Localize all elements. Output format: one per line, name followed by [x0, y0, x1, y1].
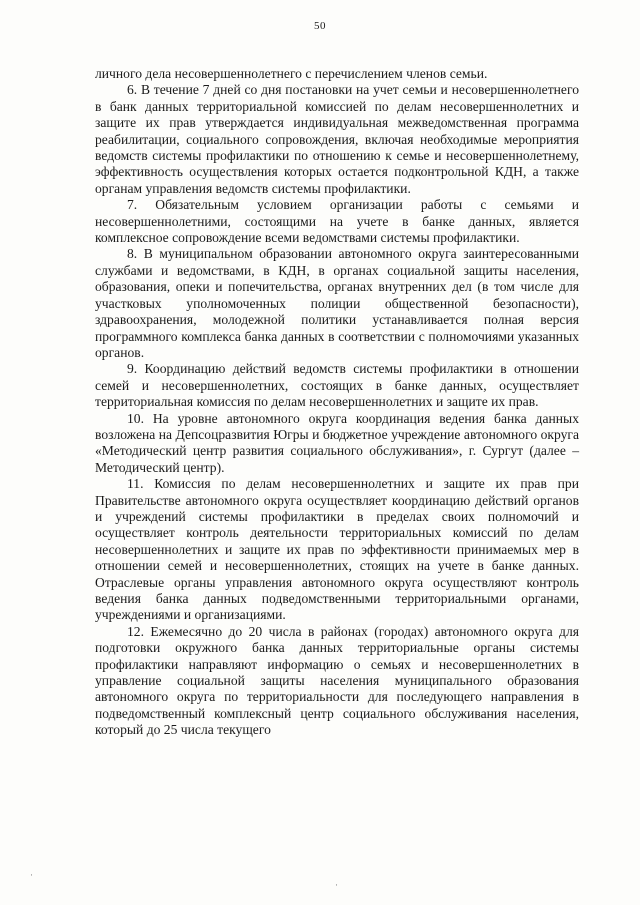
paragraph-item-12: 12. Ежемесячно до 20 числа в районах (городах) автономного округа для подготовки окружного банка данных территориальные органы системы профилактики направляют информацию о семьях и несовершеннолетних в управление социальной защиты населения муниципального образования автономного округа по территориальности для последующего направления в подведомственный комплексный центр социального обслуживания населения, который до 25 числа текущего [95, 623, 579, 738]
document-body [95, 66, 579, 739]
scan-speck: · [335, 880, 338, 890]
paragraph-continuation: личного дела несовершеннолетнего с перечислением членов семьи. [95, 66, 488, 81]
scan-speck: · [30, 870, 33, 880]
paragraph-item-10: 10. На уровне автономного округа координация ведения банка данных возложена на Депсоцразвития Югры и бюджетное учреждение автономного округа «Методический центр развития социального обслуживания», г. Сургут (далее – Методический центр). [95, 410, 579, 475]
paragraph-item-11: 11. Комиссия по делам несовершеннолетних и защите их прав при Правительстве автономного округа осуществляет координацию действий органов и учреждений системы профилактики в пределах своих полномочий и осуществляет контроль деятельности территориальных комиссий по делам несовершеннолетних и защите их прав по эффективности принимаемых мер в отношении семей и несовершеннолетних, стоящих на учете в банке данных. Отраслевые органы управления автономного округа осуществляют контроль ведения банка данных подведомственными территориальными органами, учреждениями и организациями. [95, 476, 579, 623]
paragraph-item-8: 8. В муниципальном образовании автономного округа заинтересованными службами и ведомствами, в КДН, в органах социальной защиты населения, образования, опеки и попечительства, органах внутренних дел (в том числе для участковых уполномоченных полиции общественной безопасности), здравоохранения, молодежной политики устанавливается полная версия программного комплекса банка данных в соответствии с полномочиями указанных органов. [95, 246, 579, 360]
page-number: 50 [314, 20, 326, 32]
paragraph-item-9: 9. Координацию действий ведомств системы профилактики в отношении семей и несовершеннолетних, состоящих в банке данных, осуществляет территориальная комиссия по делам несовершеннолетних и защите их прав. [95, 361, 579, 410]
paragraph-item-7: 7. Обязательным условием организации работы с семьями и несовершеннолетними, состоящими на учете в банке данных, является комплексное сопровождение всеми ведомствами системы профилактики. [95, 197, 579, 246]
paragraph-item-6: 6. В течение 7 дней со дня постановки на учет семьи и несовершеннолетнего в банк данных территориальной комиссией по делам несовершеннолетних и защите их прав утверждается индивидуальная межведомственная программа реабилитации, социального сопровождения, включая необходимые мероприятия ведомств системы профилактики по отношению к семье и несовершеннолетнему, эффективность осуществления которых остается подконтрольной КДН, а также органам управления ведомств системы профилактики. [95, 82, 579, 196]
